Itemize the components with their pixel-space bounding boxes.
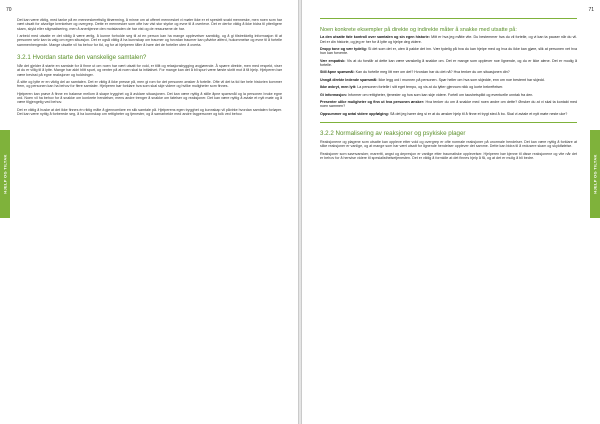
text-column [320, 18, 577, 163]
box-item-text: Si det som det er, uten å pakke det inn. Vær tydelig på hva du kan hjelpe med og hva du ikke kan gjøre, slik at personen vet hva hun kan forvente. [320, 47, 577, 56]
side-tab-label: HJELP OG TILTAK [592, 154, 598, 194]
box-item [320, 93, 577, 97]
paragraph: Det kan være viktig, med tanke på en menneskerettslig tilnærming, å minne om at offeret mennesket vi møter ikke er et spesielt svakt menneske, men noen som har vært utsatt for alvorlige krenkelser og overgrep. Dette er mennesker som ofte har vist stor styrke og evne til å overleve. Det er derfor viktig å ikke bidra til ytterligere skam, skyld eller stigmatisering, men å anerkjenne den motstanden de har vist og de ressursene de har. [17, 18, 283, 31]
box-item-text: Vis at du forstår at dette kan være vanskelig å snakke om. Det er mange som opplever noe lignende, og du er ikke alene. Det er modig å fortelle. [320, 58, 577, 68]
right-page [302, 0, 600, 424]
box-item-label: Dropp tone og vær tydelig: [320, 47, 367, 52]
box-item [320, 100, 577, 109]
section-heading: 3.2.1 Hvordan starte den vanskelige samtalen? [17, 54, 147, 62]
box-item-label: Still åpne spørsmål: [320, 70, 355, 75]
box-item [320, 47, 577, 56]
box-item [320, 78, 577, 82]
side-tab [0, 130, 10, 218]
box-item [320, 59, 577, 68]
box-item [320, 70, 577, 74]
section-heading: 3.2.2 Normalisering av reaksjoner og psykiske plager [320, 129, 466, 137]
box-item-label: Oppsummer og avtal videre oppfølging: [320, 111, 389, 116]
box-item-text: Så det jeg hører deg si er at du ønsker hjelp til å finne et trygt sted å bo. Skal vi avtale et nytt møte neste uke? [390, 111, 568, 116]
box-item-label: Vær empatisk: [320, 58, 346, 63]
box-item [320, 85, 577, 89]
left-page [0, 0, 298, 424]
text-column [17, 18, 282, 120]
side-tab-label: HJELP OG TILTAK [2, 154, 8, 194]
paragraph: Reaksjoner som søvnvansker, mareritt, angst og depresjon er vanlige etter traumatiske opplevelser. Hjelperen bør kjenne til disse reaksjonene og vite når det er behov for å henvise videre til spesialisthelsetjenesten. Det er viktig å formidle at det finnes hjelp å få, og at det er mulig å bli bedre. [320, 151, 577, 160]
side-tab [590, 130, 600, 218]
page-number: 70 [6, 7, 12, 13]
box-item-label: Presenter ulike muligheter og finn ut hva personen ønsker: [320, 99, 425, 104]
box-item-label: Ikke avbryt, men lytt: [320, 85, 357, 90]
paragraph: I arbeid med utsatte er det viktig å være ærlig, å kunne forholde seg til at en person kan ha mange opplevelser samtidig, og å gi tilstrekkelig informasjon til at personen selv kan ta valg om egen situasjon. Det er også viktig å ha kunnskap om traumer og hvordan traumer kan påvirke atferd, hukommelse og evne til å fortelle sammenhengende. Mange utsatte vil ha behov for tid, og for at hjelperen tåler å høre det de forteller uten å overta. [17, 34, 282, 47]
box-item-text: Ikke legg ord i munnen på personen. Spør heller om hva som skjedde, enn om noe bestemt har skjedd. [378, 77, 545, 82]
box-item-text: Mitt er hva jeg måtte vite. Du bestemmer hva du vil fortelle, og vi kan ta pauser når du vil. Det er din historie, og jeg er her for å lytte og hjelpe deg videre. [320, 35, 578, 44]
box-item-text: La personen fortelle i sitt eget tempo, og vis at du lytter gjennom nikk og korte bekreftelser. [357, 85, 504, 90]
box-item-label: Gi informasjon: [320, 92, 347, 97]
box-item [320, 112, 577, 116]
paragraph: Hjelperen kan prøve å finne en balanse mellom å skape trygghet og å avklare situasjonen. Det kan være nyttig å stille åpne spørsmål og la personen bruke egne ord. Noen vil ha behov for å snakke om konkrete hendelser, mens andre trenger å snakke om følelser og reaksjoner. Det kan være nyttig å avtale et nytt møte og å være tilgjengelig ved behov. [17, 91, 282, 105]
box-title: Noen konkrete eksempler på direkte og indirekte måter å snakke med utsatte på: [320, 27, 517, 33]
examples-box [320, 18, 577, 123]
page-number: 71 [588, 7, 594, 13]
box-item [320, 35, 577, 44]
paragraph: Når det gjelder å starte en samtale for å finne ut om noen har vært utsatt for vold, er tillit og relasjonsbygging avgjørende. Å spørre direkte, men med respekt, viser at du er villig til å lytte. Mange har aldri blitt spurt, og venter på at noen skal ta initiativet. For mange kan det å bli spurt være første skritt mot å få hjelp. Hjelperen bør være bevisst på egne reaksjoner og holdninger. [17, 64, 282, 77]
paragraph: Det er viktig å huske at det ikke finnes én riktig måte å gjennomføre en slik samtale på. Hjelperens egen trygghet og kunnskap vil påvirke hvordan samtalen forløper. Det kan være nyttig å forberede seg, å ha kunnskap om rettigheter og tjenester, og å samarbeide med andre fagpersoner og tolk ved behov. [17, 107, 282, 117]
box-item-text: Hva tenker du om å snakke med noen andre om dette? Ønsker du at vi skal ta kontakt med noen sammen? [320, 99, 578, 109]
box-item-label: La den utsatte føle kontroll over samtalen og sin egen historie: [320, 35, 430, 40]
box-item-text: Informer om rettigheter, tjenester og hva som kan skje videre. Fortell om taushetsplikt og eventuelle unntak fra den. [347, 92, 534, 97]
box-item-text: Kan du fortelle meg litt mer om det? Hvordan har du det nå? Hva tenker du om situasjonen din? [355, 70, 510, 75]
paragraph: Å sitte og lytte er en viktig del av samtalen. Det er viktig å ikke presse på, men gi rom for det personen ønsker å fortelle. Ofte vil det ta tid før hele historien kommer frem, og personen kan ha behov for flere samtaler. Hjelperen bør forklare hva som skal skje videre og hvilke muligheter som finnes. [17, 80, 282, 89]
paragraph: Reaksjonene og plagene som utsatte kan oppleve etter vold og overgrep er ofte normale reaksjoner på unormale hendelser. Det kan være nyttig å forklare at slike reaksjoner er vanlige, og at mange som har vært utsatt for lignende hendelser opplever det samme. Dette kan bidra til å redusere skam og skyldfølelse. [320, 139, 577, 149]
box-item-label: Unngå direkte ledende spørsmål: [320, 77, 378, 82]
